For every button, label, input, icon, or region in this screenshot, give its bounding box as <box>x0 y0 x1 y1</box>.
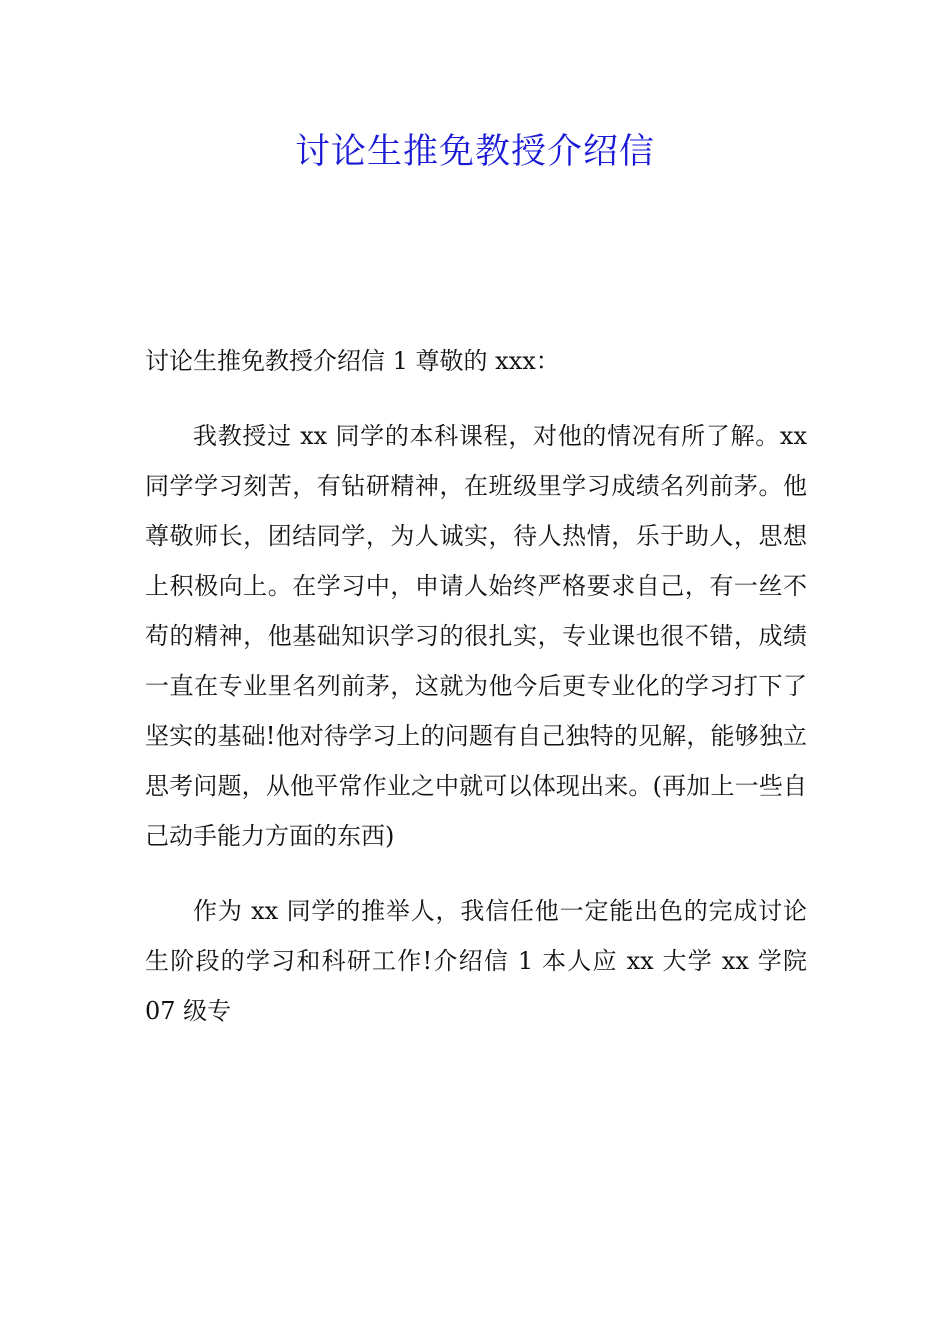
document-title: 讨论生推免教授介绍信 <box>294 132 655 172</box>
document-body <box>145 336 807 1061</box>
body-paragraph-1: 我教授过 xx 同学的本科课程，对他的情况有所了解。xx 同学学习刻苦，有钻研精神，在班级里学习成绩名列前茅。他尊敬师长，团结同学，为人诚实，待人热情，乐于助人，思想上积极向上。在学习中，申请人始终严格要求自己，有一丝不苟的精神，他基础知识学习的很扎实，专业课也很不错，成绩一直在专业里名列前茅，这就为他今后更专业化的学习打下了坚实的基础!他对待学习上的问题有自己独特的见解，能够独立思考问题，从他平常作业之中就可以体现出来。(再加上一些自己动手能力方面的东西) <box>145 422 807 850</box>
body-paragraph-2: 作为 xx 同学的推举人，我信任他一定能出色的完成讨论生阶段的学习和科研工作!介绍信 1 本人应 xx 大学 xx 学院 07 级专 <box>145 897 807 1025</box>
salutation-paragraph: 讨论生推免教授介绍信 1 尊敬的 xxx： <box>145 347 560 375</box>
